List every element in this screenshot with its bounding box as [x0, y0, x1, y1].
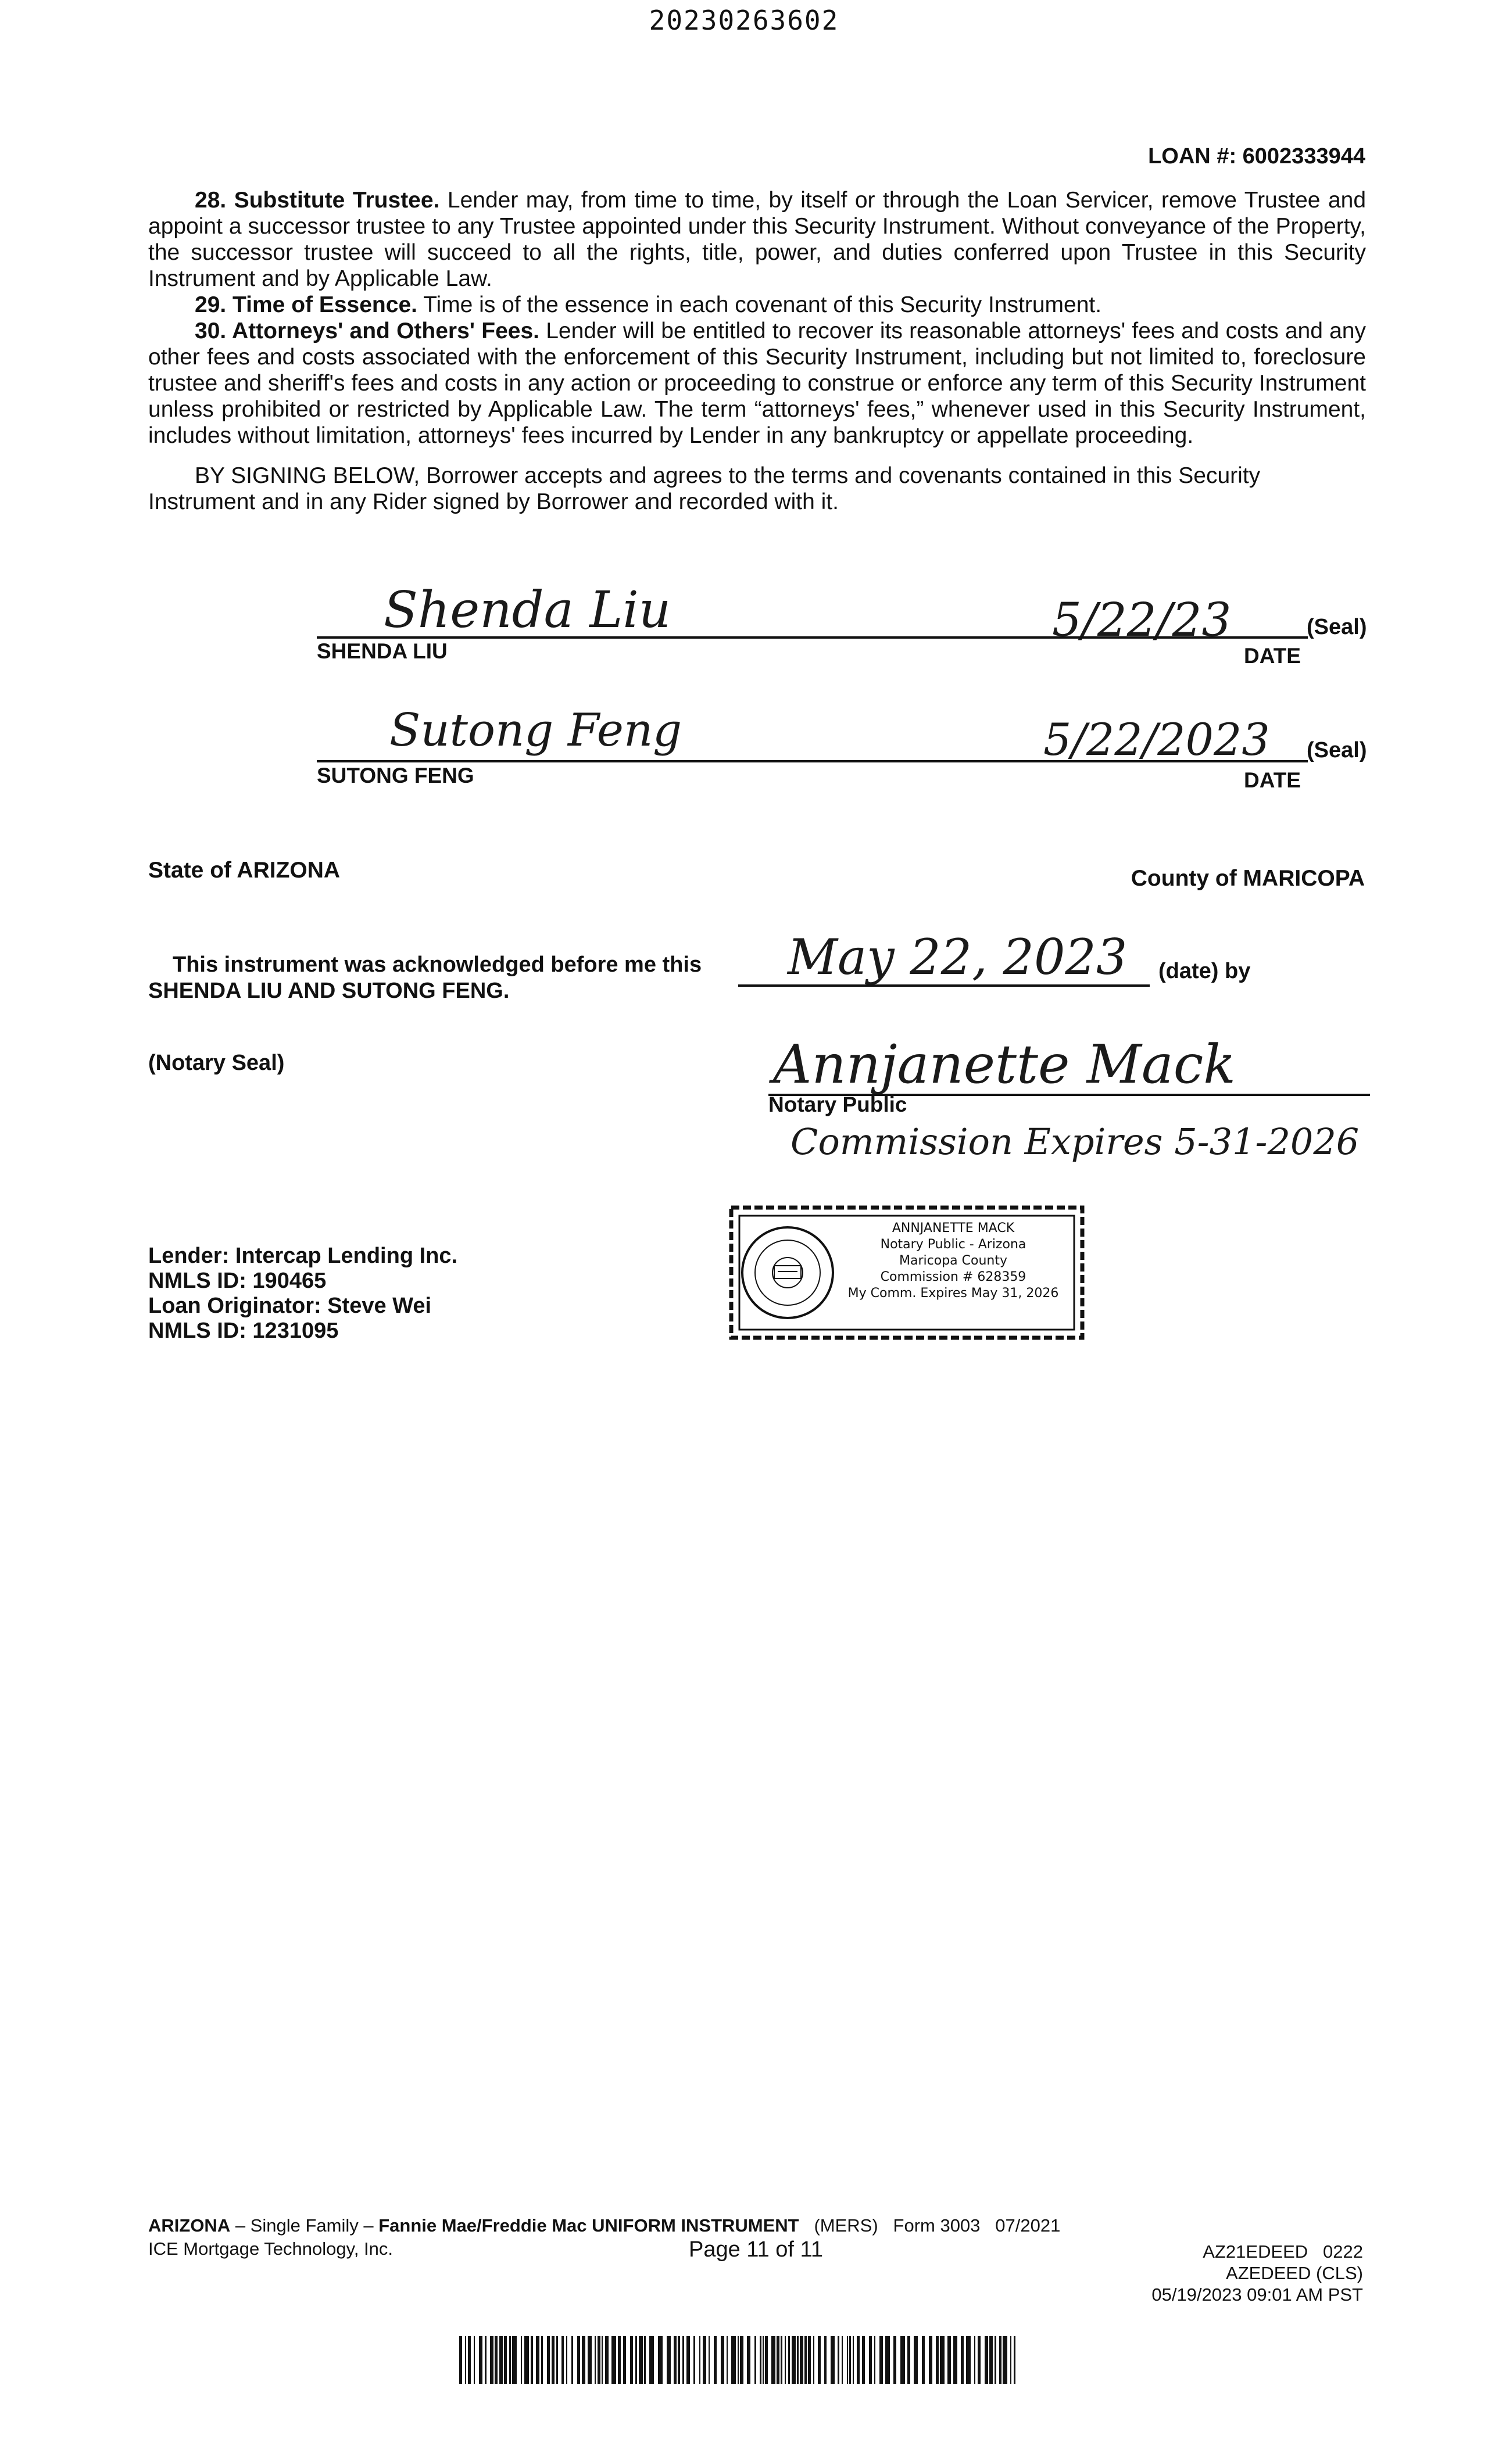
barcode-bar [709, 2336, 710, 2384]
signer-1-date-handwritten: 5/22/23 [1052, 593, 1232, 647]
barcode-bar [738, 2336, 739, 2384]
barcode-bar [797, 2336, 799, 2384]
barcode-bar [808, 2336, 811, 2384]
barcode-bar [838, 2336, 839, 2384]
barcode-bar [1003, 2336, 1007, 2384]
barcode-bar [479, 2336, 482, 2384]
barcode-bar [674, 2336, 677, 2384]
footer-code-1: AZ21EDEED 0222 [1203, 2241, 1363, 2262]
signing-statement [148, 463, 1366, 515]
barcode-bar [635, 2336, 637, 2384]
barcode-bar [566, 2336, 567, 2384]
signer-1-seal-label: (Seal) [1307, 615, 1367, 639]
barcode-bar [765, 2336, 768, 2384]
barcode-bar [879, 2336, 883, 2384]
loan-number: LOAN #: 6002333944 [1148, 144, 1365, 169]
barcode-bar [686, 2336, 690, 2384]
section-28-text: Lender may, from time to time, by itself or through the Loan Servicer, remove Trustee and appoint a successor trustee to any Trustee appointed under this Security Instrument. Without conveyance of the Property, the successor trustee will succeed to all the rights, title, power, and duties conferred upon Trustee in this Security Instrument and by Applicable Law. [148, 188, 1367, 291]
barcode-bar [649, 2336, 654, 2384]
barcode-bar [504, 2336, 507, 2384]
barcode-bar [961, 2336, 964, 2384]
section-30-text: Lender will be entitled to recover its reasonable attorneys' fees and costs and any other fees and costs associated with the enforcement of this Security Instrument, including but not limited to, foreclosure trustee and sheriff's fees and costs in any action or proceeding to construe or enforce any term of this Security Instrument unless prohibited or restricted by Applicable Law. The term “attorneys' fees,” whenever used in this Security Instrument, includes without limitation, attorneys' fees incurred by Lender in any bankruptcy or appellate proceeding. [148, 318, 1366, 448]
barcode-bar [727, 2336, 728, 2384]
barcode-bar [459, 2336, 462, 2384]
footer-form-bold: Fannie Mae/Freddie Mac UNIFORM INSTRUMENT [378, 2215, 799, 2236]
barcode-bar [785, 2336, 786, 2384]
footer-form-line [148, 2214, 1060, 2237]
barcode-bar [929, 2336, 932, 2384]
barcode-bar [598, 2336, 600, 2384]
stamp-line-2: Notary Public - Arizona [880, 1237, 1026, 1252]
barcode-bar [644, 2336, 646, 2384]
barcode-bar [788, 2336, 790, 2384]
barcode-bar [940, 2336, 945, 2384]
barcode-bar [561, 2336, 564, 2384]
barcode-bar [639, 2336, 643, 2384]
barcode-bar [699, 2336, 700, 2384]
barcode-bar [524, 2336, 529, 2384]
barcode-bar [754, 2336, 756, 2384]
barcode-bar [509, 2336, 511, 2384]
signer-2-date-handwritten: 5/22/2023 [1043, 714, 1270, 765]
signer-1-signature-line [317, 636, 1308, 639]
section-28-title: 28. Substitute Trustee. [195, 188, 440, 213]
section-29 [148, 292, 1366, 318]
barcode-bar [985, 2336, 988, 2384]
notary-stamp-text [831, 1220, 1075, 1302]
recording-document-number: 20230263602 [649, 5, 839, 36]
barcode-bar [547, 2336, 550, 2384]
barcode-bar [499, 2336, 503, 2384]
signer-2-name: SUTONG FENG [317, 764, 474, 787]
barcode-bar [999, 2336, 1001, 2384]
barcode-bar [595, 2336, 596, 2384]
signer-2-seal-label: (Seal) [1307, 738, 1367, 762]
lender-nmls: NMLS ID: 190465 [148, 1269, 327, 1293]
barcode-bar [869, 2336, 872, 2384]
barcode-bar [947, 2336, 951, 2384]
barcode-bar [907, 2336, 910, 2384]
barcode-bar [747, 2336, 750, 2384]
barcode-bar [721, 2336, 724, 2384]
signer-1-date-label: DATE [1244, 644, 1301, 668]
barcode-bar [874, 2336, 875, 2384]
section-28 [148, 187, 1366, 292]
barcode-bar [490, 2336, 493, 2384]
barcode-bar [831, 2336, 835, 2384]
stamp-line-4: Commission # 628359 [880, 1270, 1026, 1284]
barcode-bar [804, 2336, 807, 2384]
commission-expiry-handwritten: Commission Expires 5-31-2026 [791, 1120, 1360, 1163]
barcode-bar [781, 2336, 782, 2384]
barcode-bar [792, 2336, 796, 2384]
originator-nmls: NMLS ID: 1231095 [148, 1319, 339, 1343]
section-30 [148, 318, 1366, 449]
barcode-bar [630, 2336, 633, 2384]
signer-1-name: SHENDA LIU [317, 639, 448, 663]
acknowledgment-line-1: This instrument was acknowledged before me this [173, 952, 702, 977]
barcode-bar [900, 2336, 905, 2384]
acknowledgment-suffix: (date) by [1158, 959, 1251, 983]
barcode-bar [678, 2336, 680, 2384]
lender-info [148, 1244, 457, 1344]
stamp-line-5: My Comm. Expires May 31, 2026 [847, 1286, 1059, 1301]
barcode-bar [847, 2336, 848, 2384]
footer-codes [1151, 2241, 1363, 2305]
barcode-bar [536, 2336, 539, 2384]
barcode [459, 2336, 1017, 2384]
barcode-bar [953, 2336, 957, 2384]
barcode-bar [813, 2336, 814, 2384]
stamp-name: ANNJANETTE MACK [892, 1221, 1015, 1235]
barcode-bar [495, 2336, 498, 2384]
state-label: State of ARIZONA [148, 858, 341, 883]
barcode-bar [731, 2336, 736, 2384]
acknowledgment-date-line [738, 984, 1150, 987]
footer-form-state: ARIZONA [148, 2215, 231, 2236]
barcode-bar [582, 2336, 585, 2384]
signer-1-signature: Shenda Liu [384, 581, 671, 639]
barcode-bar [605, 2336, 609, 2384]
barcode-bar [465, 2336, 466, 2384]
barcode-bar [703, 2336, 706, 2384]
footer-form-part2: (MERS) Form 3003 07/2021 [799, 2215, 1061, 2236]
barcode-bar [611, 2336, 616, 2384]
notary-public-label: Notary Public [768, 1093, 907, 1116]
barcode-bar [777, 2336, 779, 2384]
barcode-bar [682, 2336, 684, 2384]
signing-statement-text: BY SIGNING BELOW, Borrower accepts and agrees to the terms and covenants contained in this Security Instrument and in any Rider signed by Borrower and recorded with it. [148, 463, 1261, 514]
signer-2-signature: Sutong Feng [389, 704, 682, 757]
footer-form-info [148, 2214, 1060, 2261]
barcode-bar [800, 2336, 803, 2384]
signer-2-signature-line [317, 760, 1308, 762]
section-29-text: Time is of the essence in each covenant of this Security Instrument. [423, 292, 1102, 317]
barcode-bar [922, 2336, 925, 2384]
barcode-bar [1010, 2336, 1011, 2384]
section-29-title: 29. Time of Essence. [195, 292, 417, 317]
barcode-bar [552, 2336, 555, 2384]
footer-vendor: ICE Mortgage Technology, Inc. [148, 2239, 394, 2259]
barcode-bar [577, 2336, 580, 2384]
barcode-bar [468, 2336, 471, 2384]
barcode-bar [602, 2336, 603, 2384]
footer-form-part1: – Single Family – [230, 2215, 379, 2236]
county-label: County of MARICOPA [1131, 866, 1365, 891]
barcode-bar [966, 2336, 971, 2384]
barcode-bar [740, 2336, 743, 2384]
signer-2-date-label: DATE [1244, 768, 1301, 792]
barcode-bar [512, 2336, 517, 2384]
barcode-bar [474, 2336, 475, 2384]
barcode-bar [667, 2336, 671, 2384]
barcode-bar [623, 2336, 626, 2384]
barcode-bar [853, 2336, 854, 2384]
barcode-bar [658, 2336, 663, 2384]
barcode-bar [818, 2336, 821, 2384]
barcode-bar [936, 2336, 939, 2384]
barcode-bar [771, 2336, 775, 2384]
barcode-bar [989, 2336, 993, 2384]
barcode-bar [974, 2336, 975, 2384]
stamp-line-3: Maricopa County [899, 1254, 1007, 1268]
barcode-bar [893, 2336, 896, 2384]
barcode-bar [978, 2336, 981, 2384]
barcode-bar [571, 2336, 573, 2384]
barcode-bar [485, 2336, 487, 2384]
barcode-bar [531, 2336, 533, 2384]
section-30-title: 30. Attorneys' and Others' Fees. [195, 318, 539, 343]
barcode-bar [824, 2336, 827, 2384]
barcode-bar [521, 2336, 522, 2384]
acknowledgment-text [148, 952, 702, 1004]
footer-code-2: AZEDEED (CLS) [1226, 2263, 1363, 2283]
covenant-sections [148, 187, 1366, 449]
barcode-bar [693, 2336, 695, 2384]
barcode-bar [1014, 2336, 1015, 2384]
barcode-bar [541, 2336, 543, 2384]
barcode-bar [914, 2336, 918, 2384]
footer-timestamp: 05/19/2023 09:01 AM PST [1151, 2284, 1363, 2305]
acknowledgment-line-2: SHENDA LIU AND SUTONG FENG. [148, 979, 510, 1003]
barcode-bar [849, 2336, 851, 2384]
barcode-bar [588, 2336, 592, 2384]
notary-signature: Annjanette Mack [773, 1033, 1236, 1095]
page-number: Page 11 of 11 [689, 2237, 824, 2262]
loan-originator: Loan Originator: Steve Wei [148, 1294, 432, 1318]
notary-seal-label: (Notary Seal) [148, 1051, 285, 1075]
barcode-bar [842, 2336, 843, 2384]
barcode-bar [995, 2336, 996, 2384]
barcode-bar [862, 2336, 865, 2384]
lender-name: Lender: Intercap Lending Inc. [148, 1244, 458, 1268]
barcode-bar [618, 2336, 621, 2384]
barcode-bar [714, 2336, 717, 2384]
barcode-bar [760, 2336, 761, 2384]
barcode-bar [556, 2336, 558, 2384]
barcode-bar [763, 2336, 764, 2384]
barcode-bar [885, 2336, 890, 2384]
barcode-bar [857, 2336, 860, 2384]
acknowledgment-date-handwritten: May 22, 2023 [788, 929, 1128, 986]
